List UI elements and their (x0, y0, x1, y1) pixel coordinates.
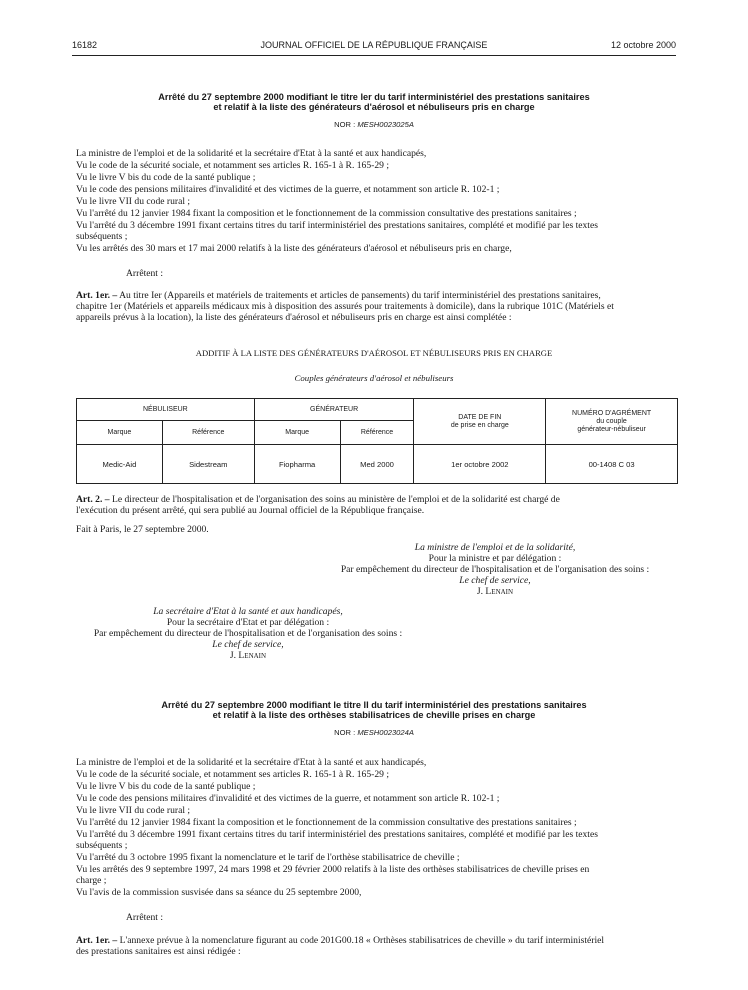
decree1-visa: Vu le livre V bis du code de la santé publique ; (76, 172, 256, 183)
subheader-marque: Marque (254, 421, 340, 445)
decree1-title-line1: Arrêté du 27 septembre 2000 modifiant le titre Ier du tarif interministériel des prestations sanitaires (158, 92, 590, 102)
subheader-reference: Référence (162, 421, 254, 445)
decree1-article1-label: Art. 1er. – (76, 290, 118, 301)
decree1-visa: Vu l'arrêté du 3 décembre 1991 fixant certains titres du tarif interministériel des prestations sanitaires, complété et modifié par les textes (76, 220, 598, 231)
signature-secretary (68, 606, 428, 661)
journal-title: JOURNAL OFFICIEL DE LA RÉPUBLIQUE FRANÇAISE (260, 40, 488, 50)
decree2-nor-label: NOR : (334, 728, 356, 737)
header-nebuliseur: NÉBULISEUR (77, 399, 255, 421)
decree2-visa: Vu le code des pensions militaires d'invalidité et des victimes de la guerre, et notamment son article R. 102-1 ; (76, 793, 500, 804)
decree2-visa: Vu le code de la sécurité sociale, et notamment ses articles R. 165-1 à R. 165-29 ; (76, 769, 389, 780)
decree1-visa: subséquents ; (76, 231, 128, 242)
decree2-visa: subséquents ; (76, 840, 128, 851)
decree1-title (72, 92, 676, 112)
decree2-nor (72, 728, 676, 737)
decree1-article2-label: Art. 2. – (76, 494, 110, 505)
decree1-title-line2: et relatif à la liste des générateurs d'aérosol et nébuliseurs pris en charge (213, 102, 535, 112)
decree1-article1-line: appareils prévus à la location), la liste des générateurs d'aérosol et nébuliseurs pris en charge est ainsi complétée : (76, 312, 512, 323)
subheader-reference: Référence (340, 421, 414, 445)
signature-empechement: Par empêchement du directeur de l'hospitalisation et de l'organisation des soins : (340, 564, 650, 575)
signature-minister (310, 542, 680, 597)
cell-gen-reference: Med 2000 (340, 445, 414, 484)
decree2-visa: Vu le livre VII du code rural ; (76, 805, 191, 816)
decree1-visa: Vu les arrêtés des 30 mars et 17 mai 2000 relatifs à la liste des générateurs d'aérosol et nébuliseurs pris en charge, (76, 243, 512, 254)
decree2-visa: Vu les arrêtés des 9 septembre 1997, 24 mars 1998 et 29 février 2000 relatifs à la liste des orthèses stabilisatrices de cheville prises en (76, 864, 590, 875)
page-number: 16182 (72, 40, 98, 50)
header-date-fin-text: DATE DE FIN de prise en charge (450, 413, 509, 429)
decree2-nor-code: MESH0023024A (357, 728, 414, 737)
decree2-visa: Vu l'arrêté du 12 janvier 1984 fixant la composition et le fonctionnement de la commission consultative des prestations sanitaires ; (76, 817, 577, 828)
signature-name: J. Lenain (229, 650, 267, 661)
decree1-nor-label: NOR : (334, 120, 356, 129)
decree2-article1-label: Art. 1er. – (76, 935, 118, 946)
table-header-row (77, 399, 678, 421)
decree2-visa: Vu l'arrêté du 3 décembre 1991 fixant certains titres du tarif interministériel des prestations sanitaires, complété et modifié par les textes (76, 829, 598, 840)
decree2-article1-text: L'annexe prévue à la nomenclature figurant au code 201G00.18 « Orthèses stabilisatrices de cheville » du tarif interministériel (119, 935, 605, 946)
decree1-arretent: Arrêtent : (126, 268, 164, 279)
decree1-visa: Vu le livre VII du code rural ; (76, 196, 191, 207)
decree2-visa: La ministre de l'emploi et de la solidarité et la secrétaire d'Etat à la santé et aux handicapés, (76, 757, 427, 768)
signature-name: J. Lenain (476, 586, 514, 597)
page-header (72, 40, 676, 54)
cell-gen-marque: Fiopharma (254, 445, 340, 484)
decree1-article1-line: chapitre 1er (Matériels et appareils médicaux mis à disposition des assurés pour traitements à domicile), dans la rubrique 101C (Matériels et (76, 301, 614, 312)
decree2-arretent: Arrêtent : (126, 912, 164, 923)
signature-role: La secrétaire d'Etat à la santé et aux handicapés, (153, 606, 343, 617)
decree1-nor-code: MESH0023025A (357, 120, 414, 129)
cell-agrement: 00-1408 C 03 (546, 445, 678, 484)
decree2-visa: Vu le livre V bis du code de la santé publique ; (76, 781, 256, 792)
signature-delegation: Pour la secrétaire d'Etat et par délégation : (166, 617, 330, 628)
decree1-article1-text: Au titre Ier (Appareils et matériels de traitements et articles de pansements) du tarif interministériel des prestations sanitaires, (119, 290, 601, 301)
decree1-fait: Fait à Paris, le 27 septembre 2000. (76, 524, 209, 535)
decree2-visa: Vu l'avis de la commission susvisée dans sa séance du 25 septembre 2000, (76, 887, 362, 898)
header-rule (72, 55, 676, 56)
header-generateur: GÉNÉRATEUR (254, 399, 414, 421)
decree1-article2-line (76, 494, 676, 505)
header-agrement-text: NUMÉRO D'AGRÉMENT du couple générateur-nébuliseur (572, 409, 652, 433)
issue-date: 12 octobre 2000 (610, 40, 676, 50)
decree1-visa: Vu l'arrêté du 12 janvier 1984 fixant la composition et le fonctionnement de la commission consultative des prestations sanitaires ; (76, 208, 577, 219)
signature-empechement: Par empêchement du directeur de l'hospitalisation et de l'organisation des soins : (93, 628, 403, 639)
header-agrement (546, 399, 678, 445)
signature-title: Le chef de service, (459, 575, 531, 586)
nebuliser-table (76, 398, 678, 484)
decree1-article2-line: l'exécution du présent arrêté, qui sera publié au Journal officiel de la République française. (76, 505, 425, 516)
decree1-visa: Vu le code des pensions militaires d'invalidité et des victimes de la guerre, et notamment son article R. 102-1 ; (76, 184, 500, 195)
cell-neb-marque: Medic-Aid (77, 445, 163, 484)
signature-title: Le chef de service, (212, 639, 284, 650)
decree2-title-line2: et relatif à la liste des orthèses stabilisatrices de cheville prises en charge (212, 710, 536, 720)
addendum-title: ADDITIF À LA LISTE DES GÉNÉRATEURS D'AÉROSOL ET NÉBULISEURS PRIS EN CHARGE (195, 348, 553, 358)
table-row (77, 445, 678, 484)
decree2-visa: charge ; (76, 875, 107, 886)
cell-date-fin: 1er octobre 2002 (414, 445, 546, 484)
signature-role: La ministre de l'emploi et de la solidarité, (414, 542, 576, 553)
decree2-article1-line: des prestations sanitaires est ainsi rédigée : (76, 946, 241, 957)
cell-neb-reference: Sidestream (162, 445, 254, 484)
decree2-title-line1: Arrêté du 27 septembre 2000 modifiant le titre II du tarif interministériel des prestations sanitaires (161, 700, 587, 710)
header-date-fin (414, 399, 546, 445)
decree1-visa: Vu le code de la sécurité sociale, et notamment ses articles R. 165-1 à R. 165-29 ; (76, 160, 389, 171)
signature-delegation: Pour la ministre et par délégation : (428, 553, 562, 564)
decree2-visa: Vu l'arrêté du 3 octobre 1995 fixant la nomenclature et le tarif de l'orthèse stabilisatrice de cheville ; (76, 852, 460, 863)
decree1-article1-line (76, 290, 676, 301)
decree2-article1-line (76, 935, 676, 946)
subheader-marque: Marque (77, 421, 163, 445)
addendum-subtitle: Couples générateurs d'aérosol et nébuliseurs (294, 373, 454, 383)
decree1-nor (72, 120, 676, 129)
decree1-visa: La ministre de l'emploi et de la solidarité et la secrétaire d'Etat à la santé et aux handicapés, (76, 148, 427, 159)
decree2-title (72, 700, 676, 720)
decree1-article2-text: Le directeur de l'hospitalisation et de l'organisation des soins au ministère de l'emploi et de la solidarité est chargé de (111, 494, 560, 505)
